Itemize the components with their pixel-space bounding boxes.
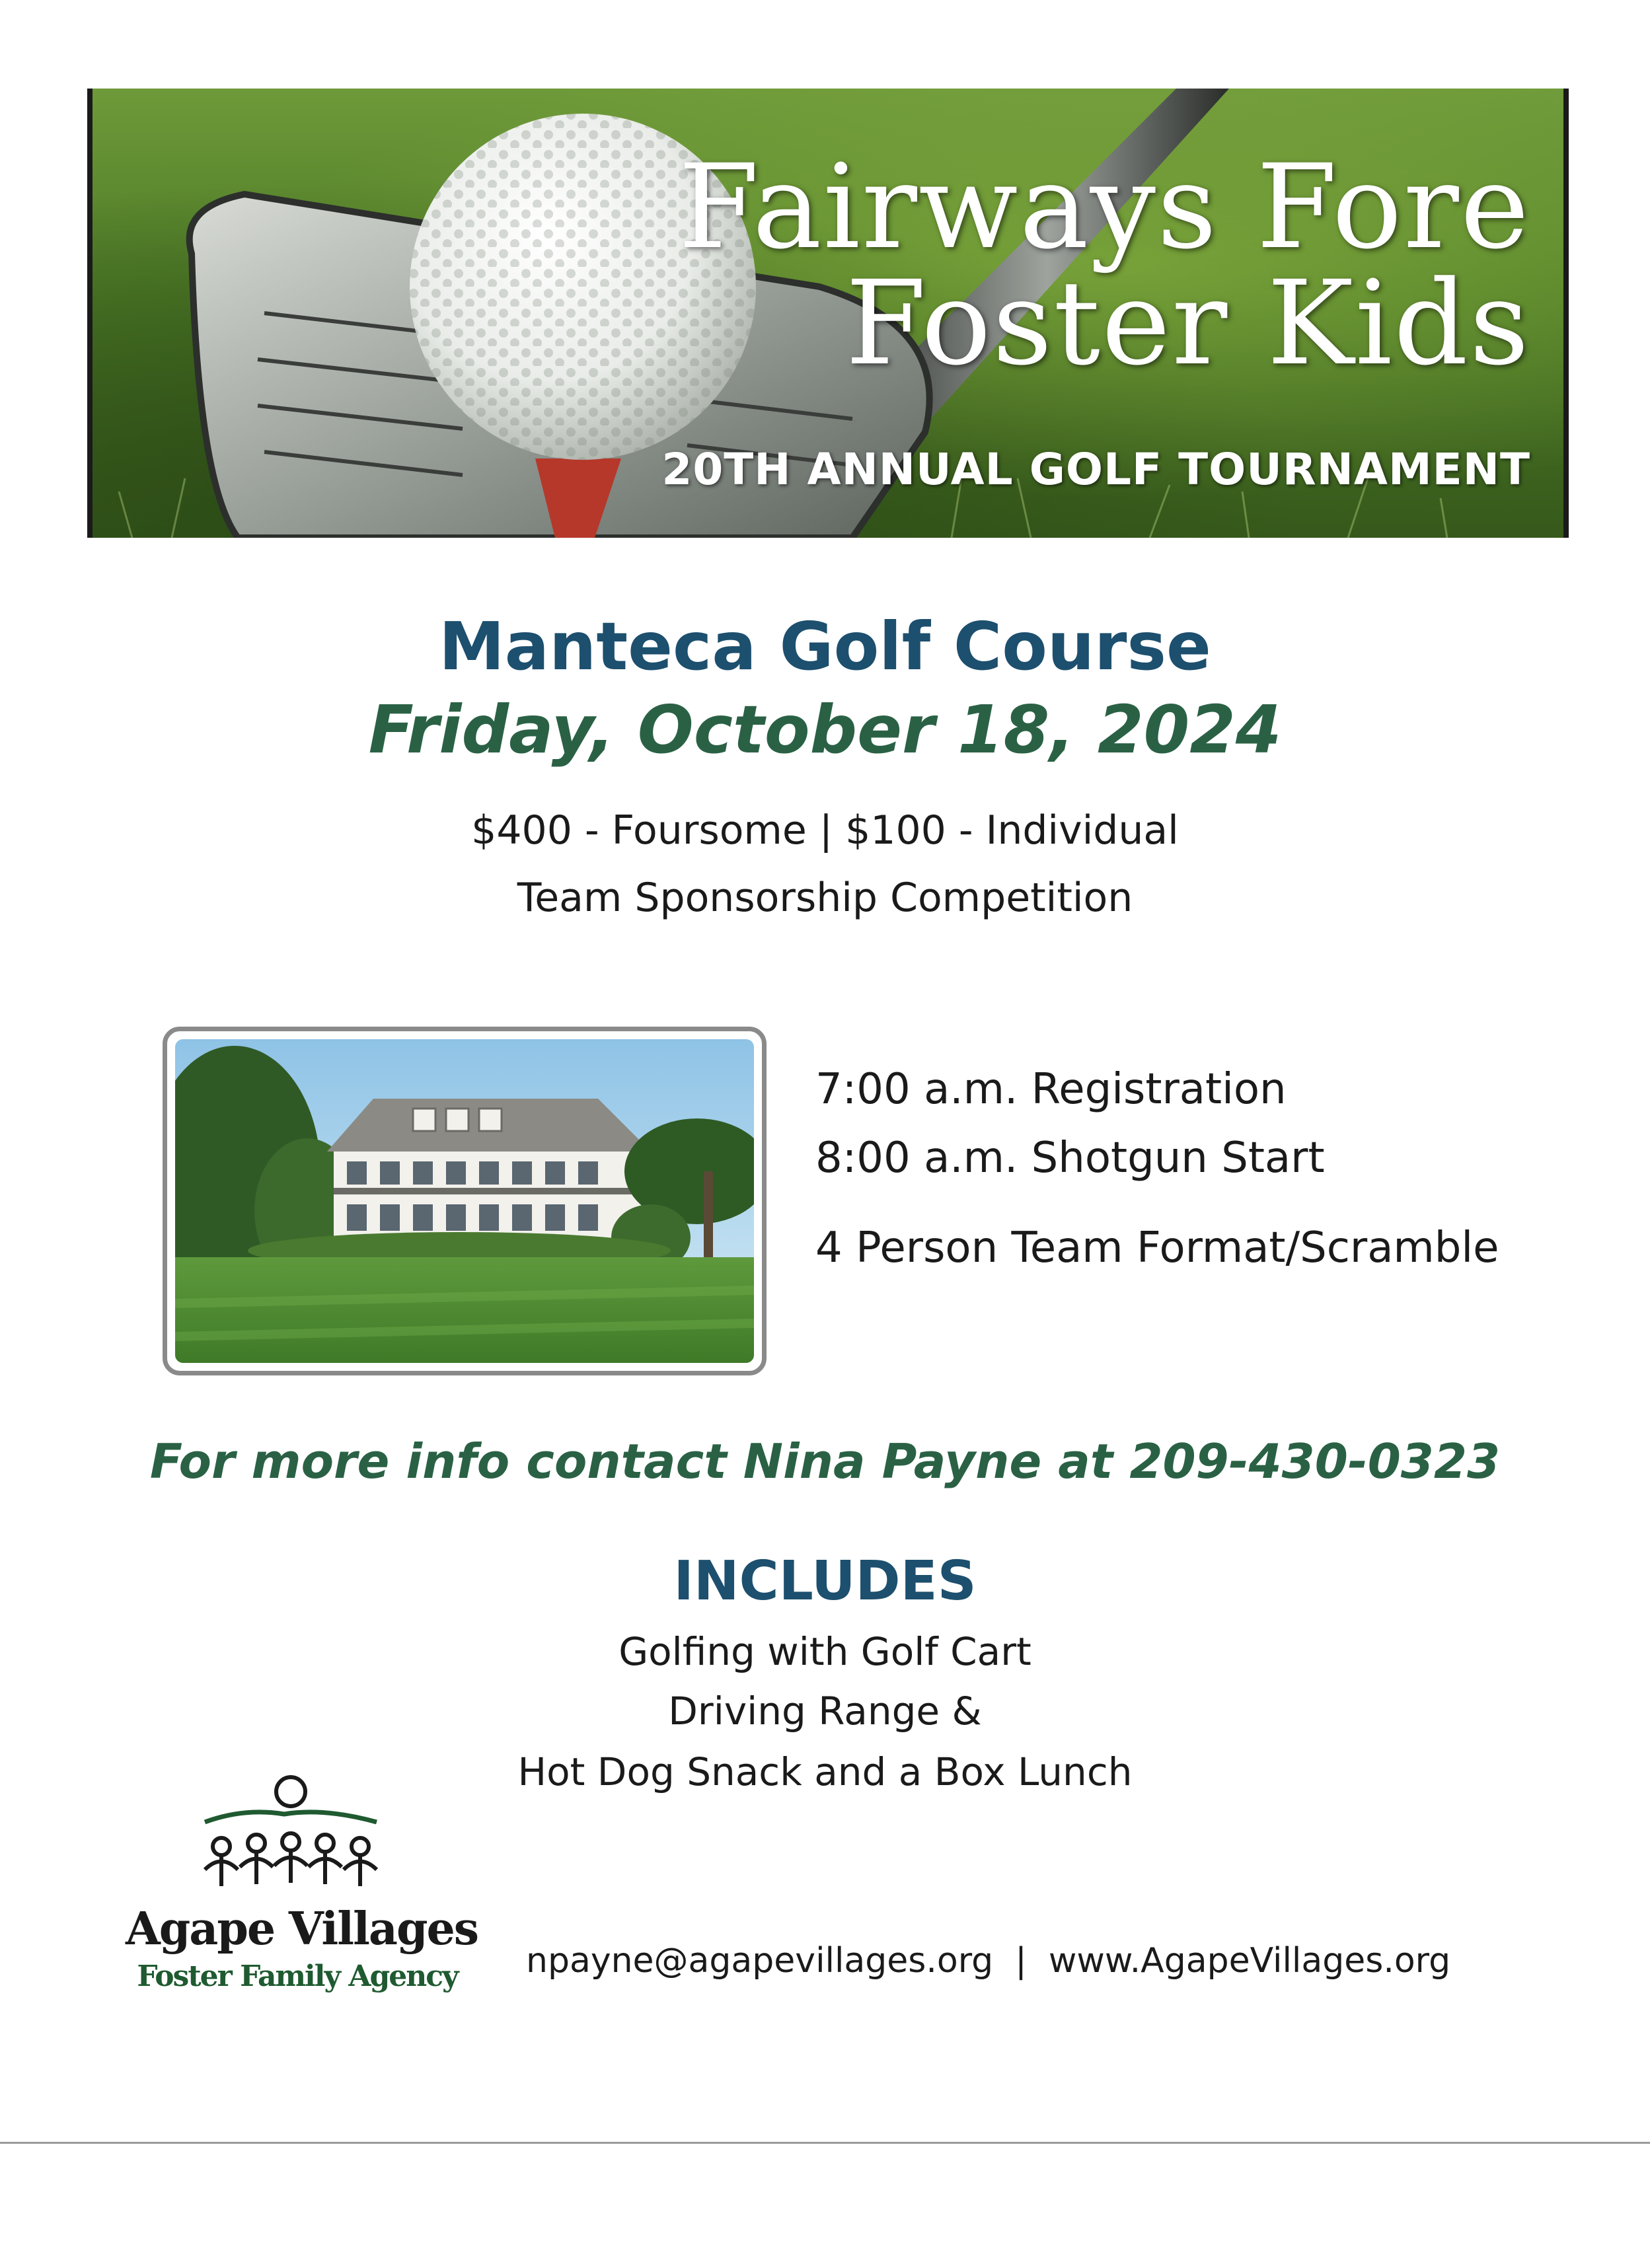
agape-villages-logo-icon (192, 1771, 390, 1896)
logo-tagline: Foster Family Agency (137, 1959, 458, 1993)
header-banner (87, 89, 1569, 538)
banner-subtitle: 20TH ANNUAL GOLF TOURNAMENT (661, 444, 1530, 495)
contact-info: For more info contact Nina Payne at 209-430-0323 (149, 1434, 1501, 1489)
includes-item: Golfing with Golf Cart (619, 1629, 1031, 1674)
clubhouse-photo-frame (163, 1027, 767, 1375)
sponsorship-line: Team Sponsorship Competition (517, 875, 1133, 921)
includes-heading: INCLUDES (673, 1550, 977, 1613)
schedule-team-format: 4 Person Team Format/Scramble (815, 1224, 1499, 1272)
includes-item: Hot Dog Snack and a Box Lunch (517, 1749, 1133, 1794)
clubhouse-photo (175, 1039, 754, 1363)
page-divider (0, 2142, 1650, 2144)
pricing-line: $400 - Foursome | $100 - Individual (471, 807, 1179, 854)
banner-title-line-1: Fairways Fore (678, 139, 1530, 275)
venue-name: Manteca Golf Course (439, 608, 1211, 685)
logo-name: Agape Villages (126, 1903, 478, 1956)
schedule-shotgun-start: 8:00 a.m. Shotgun Start (815, 1134, 1325, 1183)
email-and-website: npayne@agapevillages.org | www.AgapeVillages.org (526, 1941, 1451, 1981)
schedule-registration: 7:00 a.m. Registration (815, 1065, 1287, 1114)
includes-item: Driving Range & (668, 1689, 982, 1734)
event-date: Friday, October 18, 2024 (368, 691, 1282, 768)
banner-title-line-2: Foster Kids (845, 256, 1530, 391)
